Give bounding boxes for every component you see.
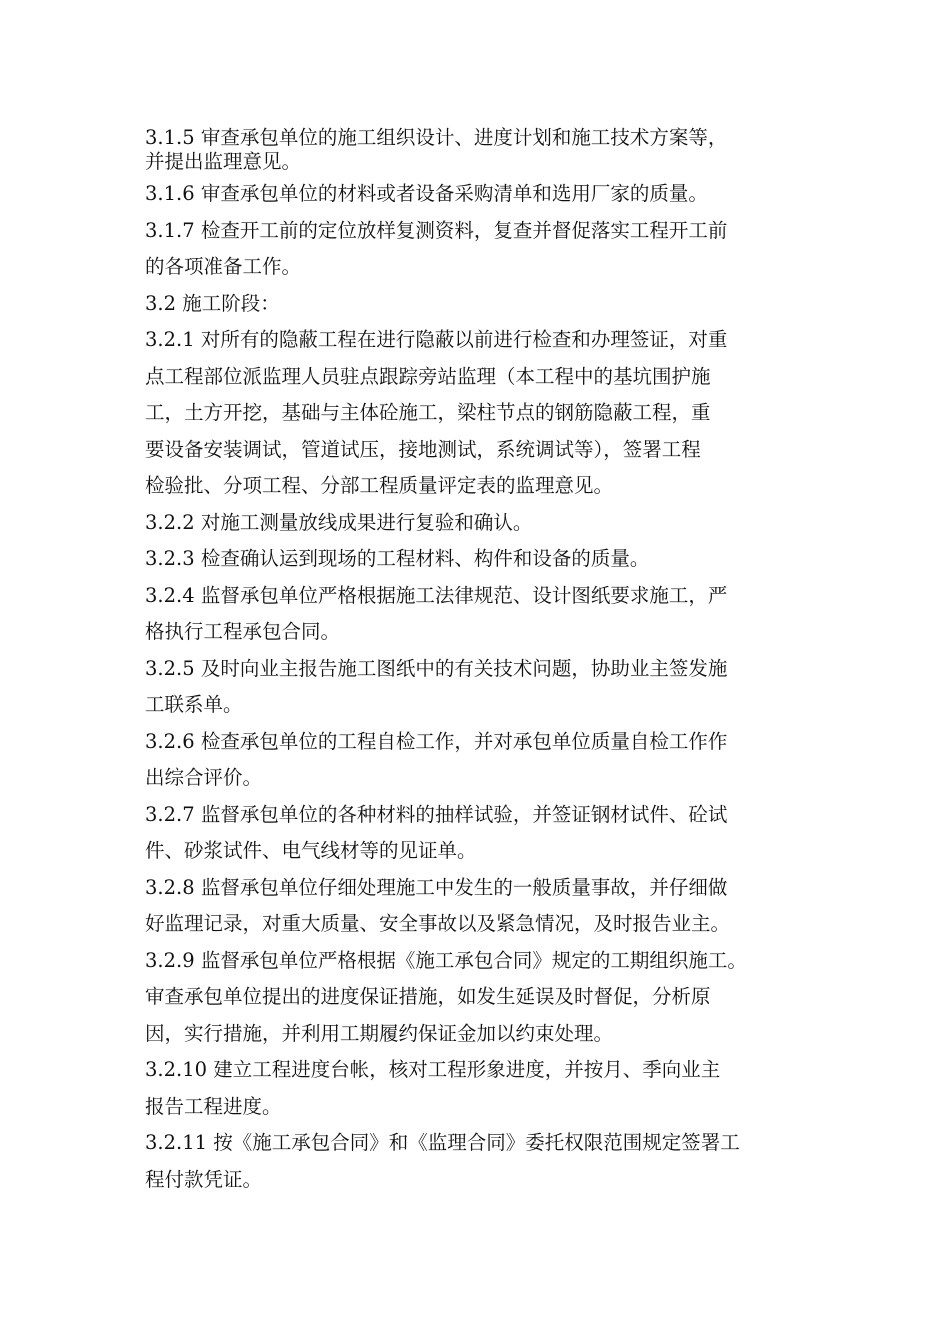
text-line: 好监理记录，对重大质量、安全事故以及紧急情况，及时报告业主。: [145, 912, 731, 935]
paragraph-3-2-1: [145, 322, 825, 505]
text-line: 程付款凭证。: [145, 1167, 263, 1191]
paragraph-3-2-5: [145, 651, 825, 724]
text-line: 并提出监理意见。: [145, 150, 302, 173]
document-body: [145, 120, 825, 1198]
text-line: 件、砂浆试件、电气线材等的见证单。: [145, 839, 477, 862]
section-heading-3-2: [145, 286, 825, 323]
text-line: 3.2.7 监督承包单位的各种材料的抽样试验，并签证钢材试件、砼试: [145, 802, 728, 826]
text-line: 3.2.3 检查确认运到现场的工程材料、构件和设备的质量。: [145, 547, 650, 570]
paragraph-3-2-6: [145, 724, 825, 797]
paragraph-3-1-6: [145, 176, 825, 213]
text-line: 工，土方开挖，基础与主体砼施工，梁柱节点的钢筋隐蔽工程，重: [145, 401, 711, 424]
text-line: 3.1.7 检查开工前的定位放样复测资料，复查并督促落实工程开工前: [145, 218, 728, 242]
text-line: 3.2.2 对施工测量放线成果进行复验和确认。: [145, 510, 533, 534]
paragraph-3-2-10: [145, 1052, 825, 1125]
text-line: 3.2.8 监督承包单位仔细处理施工中发生的一般质量事故，并仔细做: [145, 875, 728, 899]
paragraph-3-2-2: [145, 505, 825, 542]
text-line: 要设备安装调试，管道试压，接地测试，系统调试等），签署工程: [145, 437, 701, 461]
paragraph-3-1-7: [145, 213, 825, 286]
text-line: 检验批、分项工程、分部工程质量评定表的监理意见。: [145, 474, 614, 497]
paragraph-3-2-11: [145, 1125, 825, 1198]
paragraph-3-2-4: [145, 578, 825, 651]
text-line: 审查承包单位提出的进度保证措施，如发生延误及时督促，分析原: [145, 985, 711, 1008]
text-line: 点工程部位派监理人员驻点跟踪旁站监理（本工程中的基坑围护施: [145, 364, 711, 388]
text-line: 报告工程进度。: [145, 1094, 282, 1118]
text-line: 3.2 施工阶段：: [145, 291, 280, 315]
text-line: 3.2.6 检查承包单位的工程自检工作，并对承包单位质量自检工作作: [145, 729, 728, 753]
text-line: 3.2.1 对所有的隐蔽工程在进行隐蔽以前进行检查和办理签证，对重: [145, 328, 728, 351]
text-line: 3.2.9 监督承包单位严格根据《施工承包合同》规定的工期组织施工。: [145, 948, 747, 972]
text-line: 3.2.4 监督承包单位严格根据施工法律规范、设计图纸要求施工，严: [145, 583, 728, 607]
paragraph-3-2-9: [145, 943, 825, 1053]
text-line: 3.2.5 及时向业主报告施工图纸中的有关技术问题，协助业主签发施: [145, 656, 728, 680]
text-line: 格执行工程承包合同。: [145, 620, 341, 643]
paragraph-3-2-7: [145, 797, 825, 870]
paragraph-3-1-5: [145, 120, 825, 176]
paragraph-3-2-8: [145, 870, 825, 943]
text-line: 因，实行措施，并利用工期履约保证金加以约束处理。: [145, 1021, 614, 1045]
paragraph-3-2-3: [145, 541, 825, 578]
text-line: 出综合评价。: [145, 766, 263, 789]
text-line: 3.2.10 建立工程进度台帐，核对工程形象进度，并按月、季向业主: [145, 1058, 721, 1081]
text-line: 3.1.5 审查承包单位的施工组织设计、进度计划和施工技术方案等，: [145, 126, 728, 149]
text-line: 工联系单。: [145, 693, 243, 716]
text-line: 的各项准备工作。: [145, 255, 302, 278]
text-line: 3.2.11 按《施工承包合同》和《监理合同》委托权限范围规定签署工: [145, 1131, 740, 1154]
text-line: 3.1.6 审查承包单位的材料或者设备采购清单和选用厂家的质量。: [145, 182, 708, 205]
